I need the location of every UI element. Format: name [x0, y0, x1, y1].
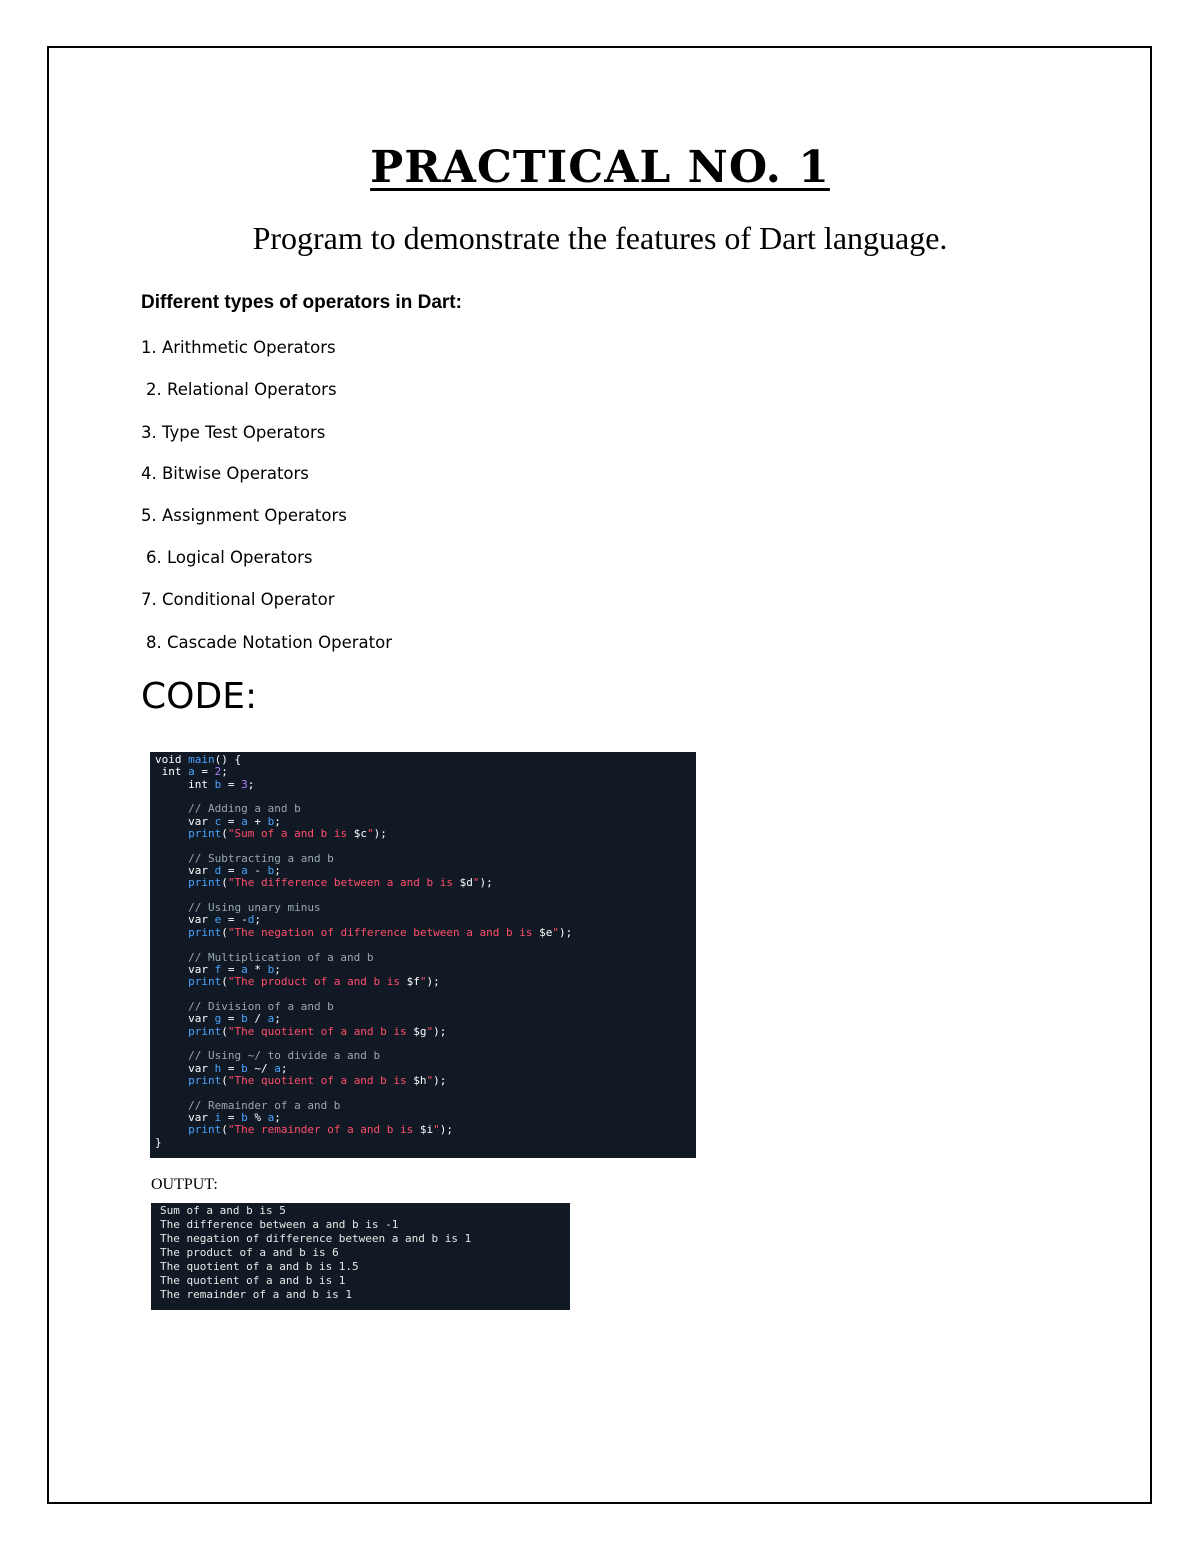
code-token: a	[267, 1110, 275, 1124]
code-token: e	[214, 913, 222, 927]
code-token: g	[214, 1012, 222, 1026]
code-token: );	[426, 975, 440, 989]
code-token: =	[194, 765, 215, 779]
code-token: main	[188, 753, 215, 766]
code-token: =	[221, 1012, 242, 1026]
code-token: ;	[274, 1110, 281, 1124]
code-token: +	[247, 814, 268, 828]
code-line	[155, 1137, 696, 1149]
code-token: b	[267, 962, 275, 976]
page-title-text: PRACTICAL NO. 1	[370, 142, 830, 193]
code-token: int	[155, 777, 215, 791]
code-token: -	[247, 864, 268, 878]
code-screenshot	[150, 752, 696, 1158]
code-token: "The product of a and b is	[227, 975, 407, 989]
code-token: ;	[274, 864, 281, 878]
code-token: 3	[241, 777, 248, 791]
code-token: "	[552, 925, 559, 939]
code-line	[155, 754, 696, 766]
code-token: ;	[247, 777, 255, 791]
code-token: (	[221, 1123, 228, 1137]
code-token: ;	[221, 765, 228, 779]
code-token: var	[155, 864, 215, 878]
code-token: $i	[419, 1123, 434, 1137]
code-token: f	[214, 962, 222, 976]
code-token: print	[155, 925, 222, 939]
code-line	[155, 779, 696, 791]
code-token: ;	[274, 1012, 281, 1026]
operator-item: 4. Bitwise Operators	[141, 464, 309, 483]
code-token: b	[241, 1061, 248, 1075]
operator-item: 5. Assignment Operators	[141, 506, 347, 525]
operator-item: 2. Relational Operators	[146, 380, 337, 399]
code-token: =	[221, 864, 242, 878]
code-token: "	[433, 1123, 440, 1137]
code-token: %	[247, 1110, 268, 1124]
code-token: *	[247, 962, 268, 976]
page-title	[0, 142, 1200, 193]
code-token: (	[221, 1024, 228, 1038]
code-token: ;	[280, 1061, 288, 1075]
code-line	[155, 1124, 696, 1136]
output-line: The quotient of a and b is 1	[160, 1274, 346, 1287]
code-token: b	[241, 1110, 248, 1124]
page-subtitle: Program to demonstrate the features of Dart language.	[252, 220, 948, 256]
code-line	[155, 828, 696, 840]
code-heading: CODE:	[141, 676, 258, 717]
operator-item: 3. Type Test Operators	[141, 423, 326, 442]
code-token: b	[214, 777, 222, 791]
code-token: (	[221, 827, 228, 841]
code-token: ;	[254, 913, 261, 927]
code-line	[155, 1026, 696, 1038]
code-token: print	[155, 1123, 222, 1137]
code-token: a	[241, 814, 248, 828]
code-token: a	[241, 864, 248, 878]
code-token: a	[274, 1061, 281, 1075]
code-token: // Division of a and b	[155, 999, 334, 1013]
code-token: d	[247, 913, 255, 927]
output-line: The remainder of a and b is 1	[160, 1288, 353, 1301]
code-token: );	[373, 827, 387, 841]
output-line: The negation of difference between a and b is 1	[160, 1232, 472, 1245]
code-token: (	[221, 925, 228, 939]
code-token: /	[247, 1012, 268, 1026]
code-token: print	[155, 1073, 222, 1087]
code-token: "	[472, 876, 480, 890]
output-line: The difference between a and b is -1	[160, 1218, 399, 1231]
code-token: b	[267, 814, 275, 828]
code-token: );	[433, 1073, 447, 1087]
code-token: );	[433, 1024, 447, 1038]
code-token: "The negation of difference between a and b is	[227, 925, 540, 939]
code-token: // Using ~/ to divide a and b	[155, 1049, 381, 1063]
code-token: var	[155, 962, 215, 976]
code-token: "	[426, 1073, 434, 1087]
code-token: $h	[413, 1073, 427, 1087]
code-token: var	[155, 1012, 215, 1026]
code-token: = -	[221, 913, 248, 927]
code-token: $f	[406, 975, 420, 989]
code-token: d	[214, 864, 222, 878]
code-token: ;	[274, 814, 281, 828]
code-token: "	[426, 1024, 434, 1038]
code-token: var	[155, 1061, 215, 1075]
code-token: var	[155, 1110, 215, 1124]
code-token: =	[221, 1061, 242, 1075]
code-line	[155, 976, 696, 988]
code-token: int	[155, 765, 189, 779]
operator-item: 1. Arithmetic Operators	[141, 338, 336, 357]
code-token: $d	[459, 876, 473, 890]
code-token: print	[155, 975, 222, 989]
code-token: void	[155, 753, 189, 766]
code-token: c	[214, 814, 222, 828]
code-token: b	[267, 864, 275, 878]
code-token: 2	[214, 765, 222, 779]
output-line: Sum of a and b is 5	[160, 1204, 286, 1217]
code-token: (	[221, 1073, 228, 1087]
code-line	[155, 877, 696, 889]
code-token: $g	[413, 1024, 427, 1038]
operator-item: 8. Cascade Notation Operator	[146, 633, 392, 652]
code-token: =	[221, 814, 242, 828]
code-token: $e	[539, 925, 553, 939]
code-token: var	[155, 814, 215, 828]
code-token: ~/	[247, 1061, 275, 1075]
code-token: // Adding a and b	[155, 802, 301, 816]
output-screenshot	[151, 1203, 570, 1310]
code-token: print	[155, 827, 222, 841]
code-token: "	[419, 975, 427, 989]
output-line: The product of a and b is 6	[160, 1246, 339, 1259]
code-token: }	[155, 1135, 162, 1149]
code-token: a	[267, 1012, 275, 1026]
code-token: print	[155, 1024, 222, 1038]
code-token: );	[479, 876, 493, 890]
code-token: );	[439, 1123, 454, 1137]
code-token: =	[221, 962, 242, 976]
code-token: =	[221, 777, 242, 791]
code-token: "The remainder of a and b is	[227, 1123, 420, 1137]
code-token: // Remainder of a and b	[155, 1098, 341, 1112]
code-token: // Multiplication of a and b	[155, 950, 374, 964]
operators-heading: Different types of operators in Dart:	[141, 292, 462, 313]
code-token: // Subtracting a and b	[155, 851, 334, 865]
output-heading: OUTPUT:	[151, 1176, 218, 1193]
code-token: i	[214, 1110, 222, 1124]
output-line: The quotient of a and b is 1.5	[160, 1260, 359, 1273]
code-line	[155, 1075, 696, 1087]
operator-item: 6. Logical Operators	[146, 548, 313, 567]
code-token: a	[188, 765, 195, 779]
code-token: "The quotient of a and b is	[227, 1073, 414, 1087]
code-token: var	[155, 913, 215, 927]
code-line	[155, 927, 696, 939]
code-token: "Sum of a and b is	[227, 827, 354, 841]
code-token: ;	[274, 962, 281, 976]
code-token: a	[241, 962, 248, 976]
code-token: (	[221, 975, 228, 989]
code-token: h	[214, 1061, 222, 1075]
code-token: (	[221, 876, 228, 890]
code-token: "The quotient of a and b is	[227, 1024, 414, 1038]
code-token: "	[366, 827, 374, 841]
code-token: // Using unary minus	[155, 901, 321, 915]
code-token: () {	[214, 753, 242, 766]
operator-item: 7. Conditional Operator	[141, 590, 335, 609]
code-token: $c	[353, 827, 367, 841]
code-token: b	[241, 1012, 248, 1026]
code-token: "The difference between a and b is	[227, 876, 460, 890]
code-token: print	[155, 876, 222, 890]
code-token: =	[221, 1110, 242, 1124]
code-token: );	[559, 925, 573, 939]
